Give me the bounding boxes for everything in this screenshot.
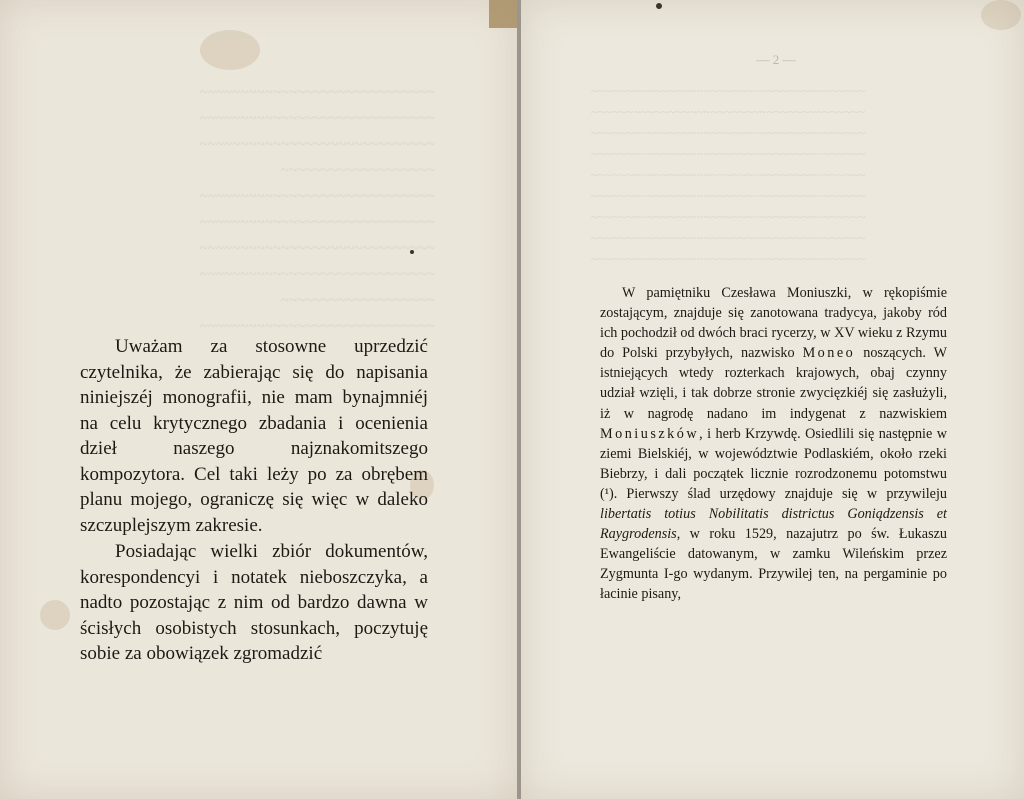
paragraph xyxy=(600,283,947,605)
ink-spot xyxy=(410,250,414,254)
paper-stain xyxy=(200,30,260,70)
right-page xyxy=(521,0,1024,799)
show-through-text: ~~~~~~~~~~~~~~~~~~~~~~~~~~~~~ ~~~~~~~~~~~~~~~~~~~~~~~~~~~~~ ~~~~~~~~~~~~~~~~~~~~~~~~~~~~~ ~~~~~~~~~~~~~~~~~~~ ~~~~~~~~~~~~~~~~~~~~~~~~~~~~~ ~~~~~~~~~~~~~~~~~~~~~~~~~~~~~ ~~~~~~~~~~~~~~~~~~~~~~~~~~~~~ ~~~~~~~~~~~~~~~~~~~~~~~~~~~~~ ~~~~~~~~~~~~~~~~~~~ ~~~~~~~~~~~~~~~~~~~~~~~~~~~~~ xyxy=(199,85,435,335)
spaced-surname: Moneo xyxy=(802,345,856,362)
latin-phrase: libertatis totius Nobilitatis districtus Goniądzensis et Raygrodensis xyxy=(600,506,947,543)
left-page-body xyxy=(80,334,428,667)
text-run: W pamiętniku Czesława Moniuszki, w rękopiśmie zostającym, znajduje się zanotowana tradycya, jakoby ród ich pochodził od dwóch braci rycerzy, w XV wieku z Rzymu do Polski przybyłych, nazwisko xyxy=(600,285,947,362)
show-through-text: ~~~~~~~~~~~~~~~~~~~~~~~~~~~~~~~~~~~~~~~ ~~~~~~~~~~~~~~~~~~~~~~~~~~~~~~~~~~~~~~~ ~~~~~~~~~~~~~~~~~~~~~~~~~~~~~~~~~~~~~~~ ~~~~~~~~~~~~~~~~~~~~~~~~~~~~~~~~~~~~~~~ ~~~~~~~~~~~~~~~~~~~~~~~~~~~~~~~~~~~~~~~ ~~~~~~~~~~~~~~~~~~~~~~~~~~~~~~~~~~~~~~~ ~~~~~~~~~~~~~~~~~~~~~~~~~~~~~~~~~~~~~~~ ~~~~~~~~~~~~~~~~~~~~~~~~~~~~~~~~~~~~~~~ ~~~~~~~~~~~~~~~~~~~~~~~~~~~~~~~~~~~~~~~ xyxy=(591,83,866,266)
text-run: noszących. W istniejących wtedy rozterkach krajowych, obaj czynny udział wzięli, i tak dobrze stronie zwycięzkiéj się zasłużyli, iż w nagrodę nadano im indygenat z nazwiskiem xyxy=(600,345,947,422)
ink-spot xyxy=(656,3,662,9)
spaced-surname: Moniuszków xyxy=(600,425,700,442)
paper-stain xyxy=(40,600,70,630)
text-run: , i herb Krzywdę. Osiedlili się następnie w ziemi Bielskiéj, w województwie Podlaskiém, około rzeki Biebrzy, i dali początek licznie rozrodzonemu potomstwu (¹). Pierwszy ślad urzędowy znajduje się w przywileju xyxy=(600,425,947,502)
text-run: , w roku 1529, nazajutrz po św. Łukaszu Ewangeliście datowanym, w zamku Wileńskim przez Zygmunta I-go wydanym. Przywilej ten, na pergaminie po łacinie pisany, xyxy=(600,526,947,603)
paragraph: Uważam za stosowne uprzedzić czytelnika, że zabierając się do napisania niniejszéj monografii, nie mam bynajmniéj na celu krytycznego zbadania i ocenienia dzieł naszego najznakomitszego kompozytora. Cel taki leży po za obrębem planu mojego, ograniczę się więc w daleko szczuplejszym zakresie. xyxy=(80,336,428,536)
paragraph: Posiadając wielki zbiór dokumentów, korespondencyi i notatek nieboszczyka, a nadto pozostając z nim od bardzo dawna w ścisłych osobistych stosunkach, poczytuję sobie za obowiązek zgromadzić xyxy=(80,541,428,664)
page-corner-tab xyxy=(489,0,517,28)
paper-stain xyxy=(981,0,1021,30)
right-page-body xyxy=(600,283,947,605)
page-number: — 2 — xyxy=(756,52,796,67)
